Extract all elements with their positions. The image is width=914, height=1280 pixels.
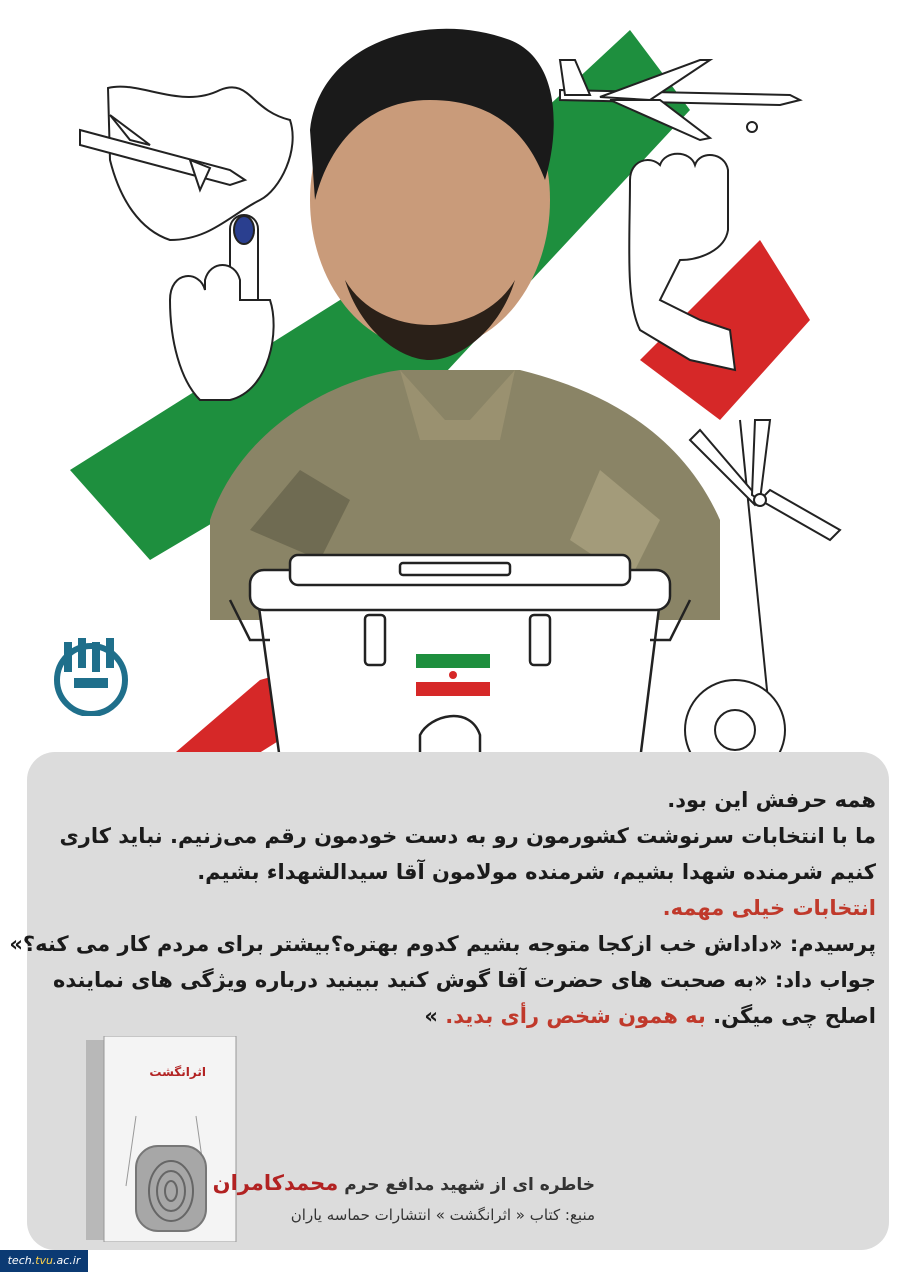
body-text [9,782,876,1034]
body-line-3: کنیم شرمنده شهدا بشیم، شرمنده مولامون آقا سیدالشهداء بشیم. [197,860,876,884]
body-line-6: جواب داد: «به صحبت های حضرت آقا گوش کنید ببینید درباره ویژگی های نماینده [53,968,876,992]
credit-line-1 [212,1168,595,1200]
body-line-2: ما با انتخابات سرنوشت کشورمون رو به دست خودمون رقم می‌زنیم. نباید کاری [59,824,876,848]
credit [212,1168,595,1230]
book-cover [86,1036,238,1242]
site-watermark[interactable] [0,1250,88,1272]
missile-icon [80,115,245,190]
book-title: اثرانگشت [149,1065,206,1079]
martyr-name: محمدکامران [212,1171,339,1195]
body-line-7-plain: اصلح چی میگن. [713,1004,876,1028]
body-line-5: پرسیدم: «داداش خب ازکجا متوجه بشیم کدوم بهتره؟بیشتر برای مردم کار می کنه؟» [9,932,876,956]
body-line-7 [64,998,876,1034]
body-line-7-highlight: به همون شخص رأی بدید. [445,1004,706,1028]
body-line-4-highlight: انتخابات خیلی مهمه. [662,896,876,920]
logo-icon [50,634,132,716]
credit-prefix: خاطره ای از شهید مدافع حرم [344,1175,595,1195]
credit-source: منبع: کتاب « اثرانگشت » انتشارات حماسه یاران [290,1206,595,1224]
body-line-7-end: » [424,1004,438,1028]
body-line-1: همه حرفش این بود. [667,788,876,812]
watermark-suffix: .ac.ir [53,1254,81,1267]
iran-flag-icon [416,654,490,696]
watermark-prefix: tech. [7,1254,36,1267]
fist-icon [629,154,735,370]
watermark-highlight: tvu [35,1254,54,1267]
voting-finger-icon [170,215,274,400]
